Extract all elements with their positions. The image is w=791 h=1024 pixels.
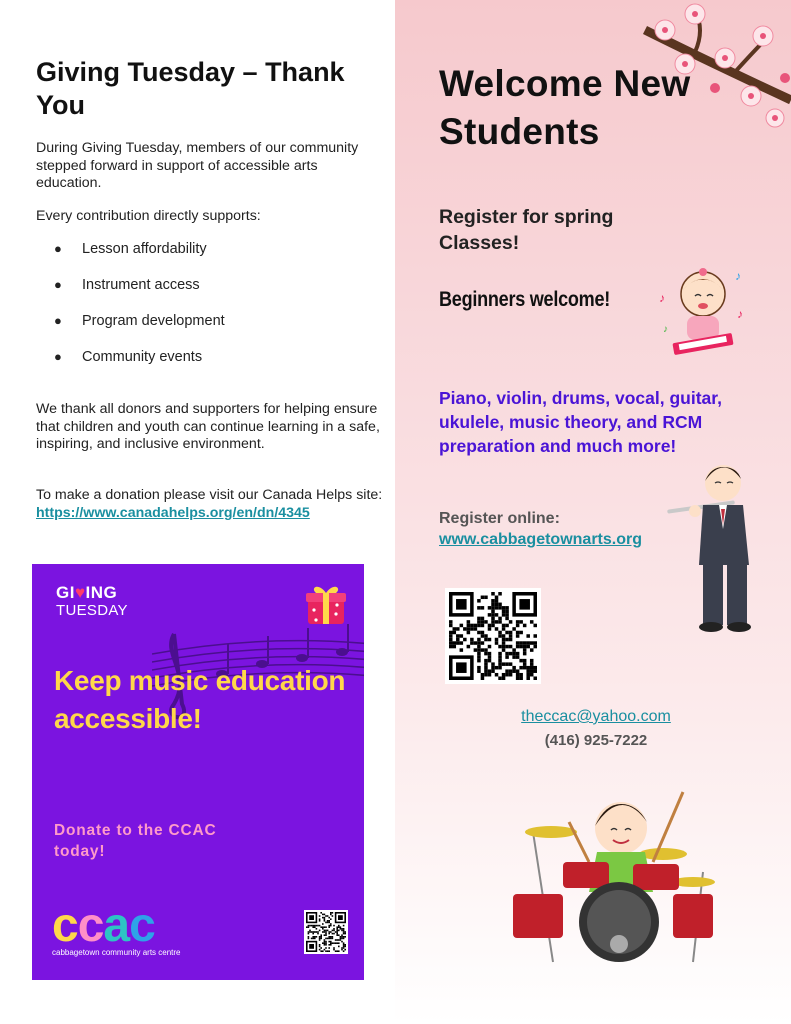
logo-letter: c bbox=[129, 899, 155, 952]
donate-paragraph bbox=[36, 487, 386, 522]
svg-text:♪: ♪ bbox=[737, 307, 743, 321]
svg-text:♪: ♪ bbox=[659, 291, 665, 305]
intro-paragraph: During Giving Tuesday, members of our community stepped forward in support of accessible arts education. bbox=[36, 140, 359, 191]
beginners-text: Beginners welcome! bbox=[439, 288, 610, 311]
logo-letter: c bbox=[52, 899, 78, 952]
poster-headline: Keep music education accessible! bbox=[54, 665, 346, 734]
canadahelps-link[interactable]: https://www.canadahelps.org/en/dn/4345 bbox=[36, 504, 310, 521]
svg-text:♪: ♪ bbox=[663, 324, 668, 335]
contribution-intro: Every contribution directly supports: bbox=[36, 208, 261, 224]
phone-number: (416) 925-7222 bbox=[544, 732, 648, 749]
welcome-heading: Welcome New Students bbox=[439, 63, 691, 152]
baby-keyboard-illustration bbox=[653, 262, 753, 362]
list-item: ● Program development bbox=[54, 313, 225, 329]
thanks-paragraph: We thank all donors and supporters for helping ensure that children and youth can continue learning in a safe, inspiring, and inclusive environment. bbox=[36, 401, 380, 452]
list-item: ● Lesson affordability bbox=[54, 241, 207, 257]
svg-text:♪: ♪ bbox=[735, 269, 741, 283]
drummer-illustration bbox=[513, 782, 723, 972]
poster-cta: Donate to the CCAC today! bbox=[54, 822, 217, 860]
giving-tuesday-poster bbox=[32, 564, 364, 980]
giving-tuesday-logo: GI♥ING TUESDAY bbox=[56, 583, 128, 619]
registration-qr-code[interactable] bbox=[445, 588, 541, 684]
list-item: ● Community events bbox=[54, 349, 203, 365]
poster-qr-code[interactable] bbox=[304, 910, 348, 954]
register-online-label: Register online: bbox=[439, 510, 560, 527]
flute-boy-illustration bbox=[665, 455, 765, 635]
giving-tuesday-title: Giving Tuesday – Thank You bbox=[36, 57, 345, 120]
bullet-icon: ● bbox=[54, 349, 62, 364]
logo-letter: c bbox=[77, 899, 104, 952]
bullet-icon: ● bbox=[54, 313, 62, 328]
right-column bbox=[395, 0, 791, 1024]
bullet-icon: ● bbox=[54, 277, 62, 292]
list-item: ● Instrument access bbox=[54, 277, 200, 293]
bullet-icon: ● bbox=[54, 241, 62, 256]
supports-list bbox=[36, 240, 376, 384]
ccac-tagline: cabbagetown community arts centre bbox=[52, 948, 181, 957]
email-link[interactable]: theccac@yahoo.com bbox=[521, 708, 671, 725]
register-spring-text: Register for spring Classes! bbox=[439, 206, 614, 254]
donate-prefix: To make a donation please visit our Canada Helps site: bbox=[36, 487, 383, 503]
ccac-logo bbox=[52, 899, 155, 952]
logo-letter: a bbox=[103, 899, 130, 952]
instruments-text: Piano, violin, drums, vocal, guitar, ukulele, music theory, and RCM preparation and much more! bbox=[439, 388, 722, 456]
website-link[interactable]: www.cabbagetownarts.org bbox=[439, 531, 642, 548]
heart-icon: ♥ bbox=[74, 583, 86, 602]
left-column bbox=[0, 0, 395, 1024]
